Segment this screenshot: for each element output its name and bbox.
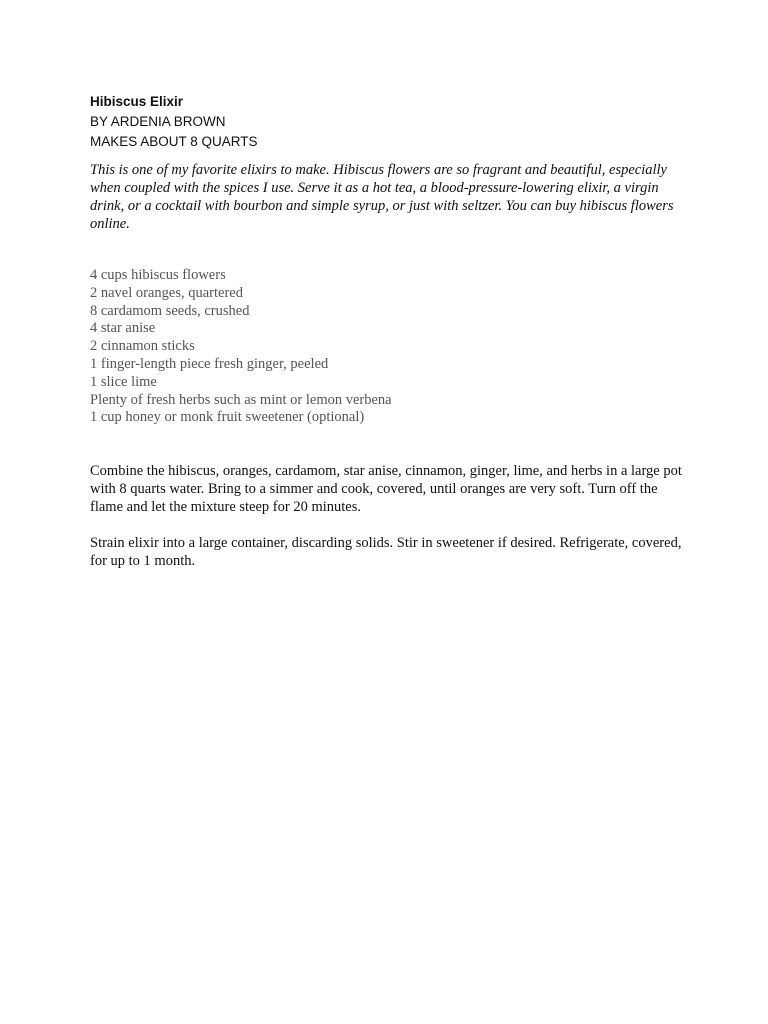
recipe-byline: BY ARDENIA BROWN: [90, 114, 226, 129]
ingredient-item: 2 navel oranges, quartered: [90, 284, 243, 301]
instruction-step: Combine the hibiscus, oranges, cardamom, star anise, cinnamon, ginger, lime, and herbs in a large pot with 8 quarts water. Bring to a simmer and cook, covered, until oranges are very soft. Turn off the flame and let the mixture steep for 20 minutes.: [90, 463, 682, 516]
ingredient-item: 2 cinnamon sticks: [90, 338, 195, 355]
recipe-yield: MAKES ABOUT 8 QUARTS: [90, 134, 258, 149]
recipe-page: [90, 92, 690, 570]
ingredient-item: Plenty of fresh herbs such as mint or lemon verbena: [90, 391, 392, 408]
ingredient-item: 1 cup honey or monk fruit sweetener (optional): [90, 409, 365, 426]
ingredient-item: 1 finger-length piece fresh ginger, peeled: [90, 355, 329, 372]
ingredient-item: 4 cups hibiscus flowers: [90, 267, 226, 283]
recipe-title: Hibiscus Elixir: [90, 94, 184, 109]
ingredient-item: 1 slice lime: [90, 373, 157, 390]
ingredient-item: 4 star anise: [90, 320, 156, 337]
instruction-step: Strain elixir into a large container, discarding solids. Stir in sweetener if desired. Refrigerate, covered, for up to 1 month.: [90, 535, 682, 570]
ingredient-item: 8 cardamom seeds, crushed: [90, 302, 250, 319]
recipe-intro: This is one of my favorite elixirs to make. Hibiscus flowers are so fragrant and beautiful, especially when coupled with the spices I use. Serve it as a hot tea, a blood-pressure-lowering elixir, a virgin drink, or a cocktail with bourbon and simple syrup, or just with seltzer. You can buy hibiscus flowers online.: [90, 162, 674, 232]
ingredient-list: [90, 267, 690, 427]
